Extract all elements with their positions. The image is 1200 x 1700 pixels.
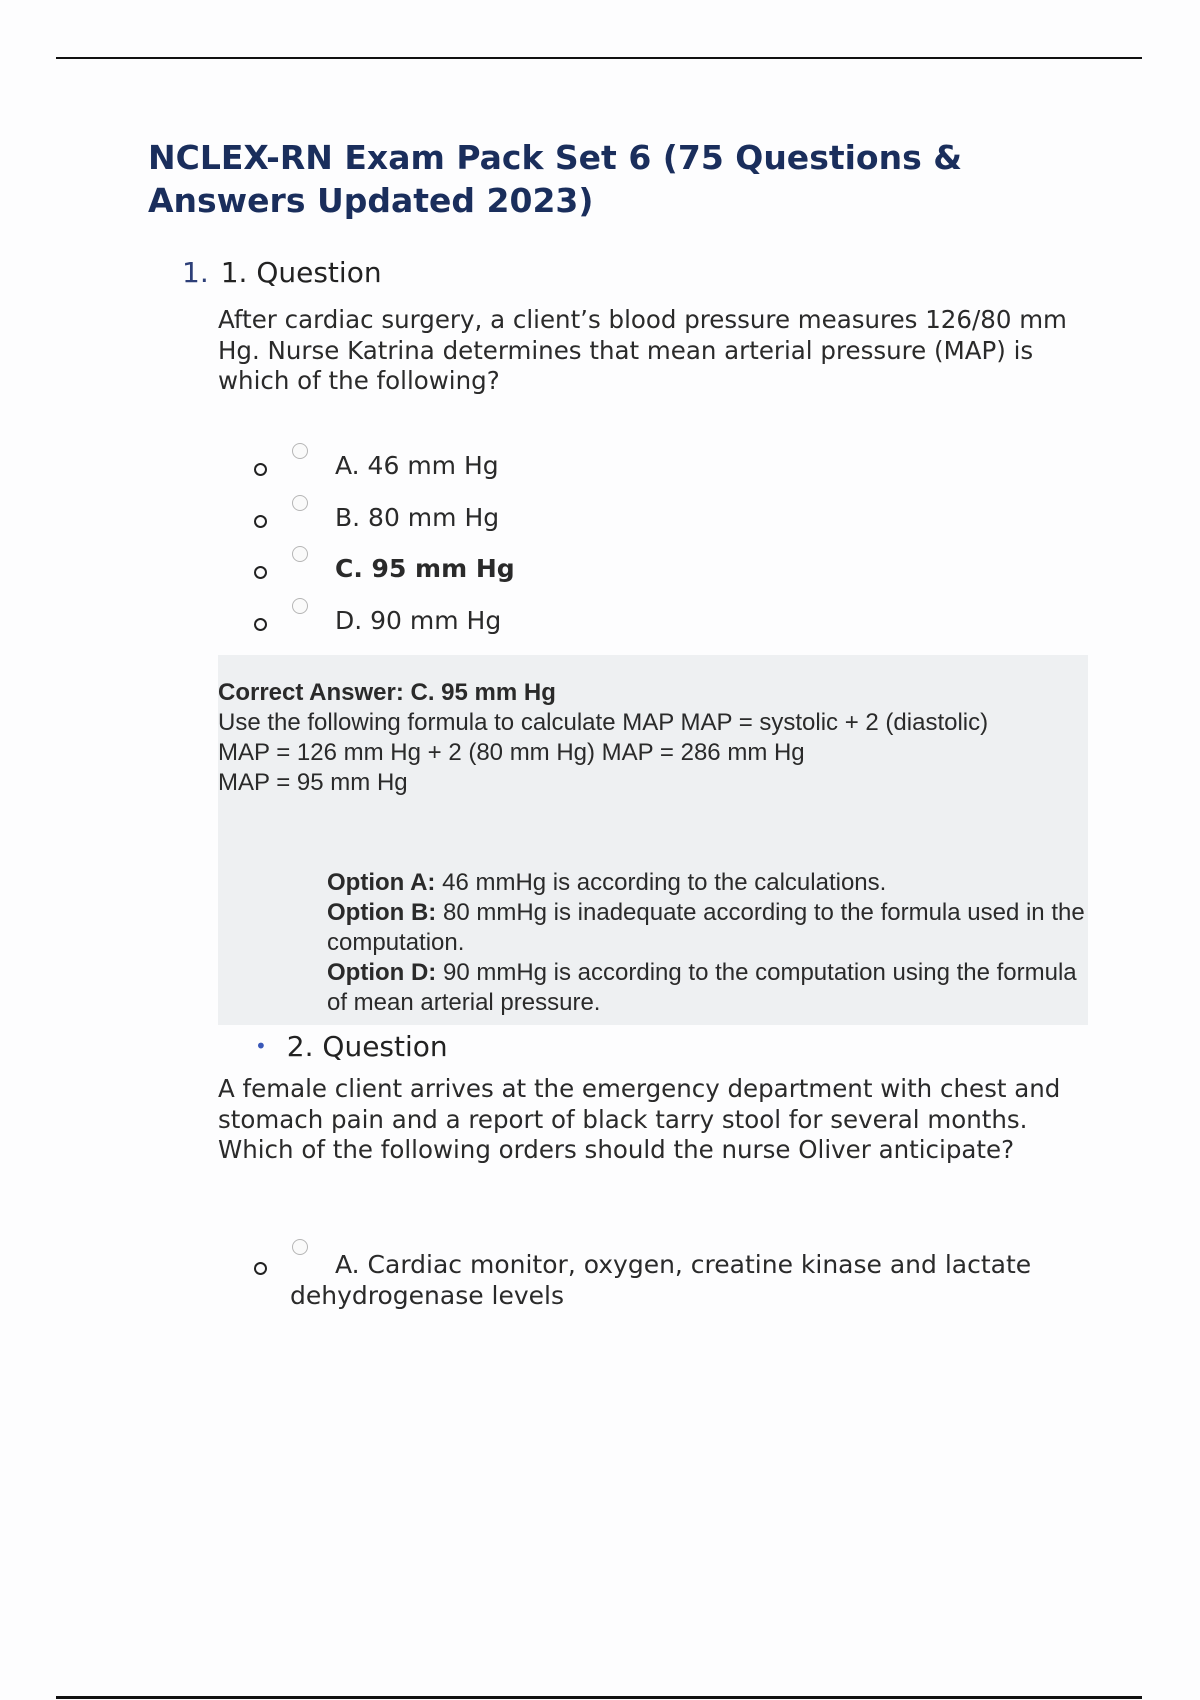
radio-button[interactable] [292,598,308,614]
option-a-label: A. 46 mm Hg [335,451,499,480]
question-1-text: After cardiac surgery, a client’s blood pressure measures 126/80 mm Hg. Nurse Katrina determines that mean arterial pressure (MAP) is which of the following? [218,305,1067,395]
explanation-b [327,898,1095,958]
question-2-heading [255,1030,448,1066]
list-number: 1. [182,256,209,289]
option-d-label: D. 90 mm Hg [335,606,502,635]
formula-line: Use the following formula to calculate MAP MAP = systolic + 2 (diastolic) [218,709,989,736]
question-1-title: 1. Question [220,256,382,289]
option-a[interactable] [0,443,1200,493]
document-title: NCLEX-RN Exam Pack Set 6 (75 Questions & Answers Updated 2023) [148,138,962,220]
option-b[interactable] [0,495,1200,545]
top-rule [56,57,1142,59]
option-d[interactable] [0,598,1200,648]
radio-button[interactable] [292,546,308,562]
radio-button[interactable] [292,443,308,459]
list-bullet [254,618,267,631]
question-1-heading [182,256,382,290]
option-c[interactable] [0,546,1200,596]
explanation-prefix: Option B: [327,899,437,926]
explanation-prefix: Option D: [327,959,437,986]
formula-line: MAP = 95 mm Hg [218,769,408,796]
list-bullet [254,566,267,579]
list-bullet [254,1262,267,1275]
question-2-text: A female client arrives at the emergency department with chest and stomach pain and a report of black tarry stool for several months. Which of the following orders should the nurse Oliver anticipate? [218,1074,1061,1164]
formula-line: MAP = 126 mm Hg + 2 (80 mm Hg) MAP = 286 mm Hg [218,739,805,766]
correct-answer: Correct Answer: C. 95 mm Hg [218,679,556,706]
bottom-rule [56,1696,1142,1699]
option-c-label: C. 95 mm Hg [335,554,515,583]
radio-button[interactable] [292,495,308,511]
explanation-prefix: Option A: [327,869,436,896]
explanation-a [327,868,1095,898]
bullet-icon: • [255,1034,267,1058]
question-2-title: 2. Question [286,1030,448,1063]
q2-option-a-label: A. Cardiac monitor, oxygen, creatine kinase and lactate dehydrogenase levels [290,1250,1032,1310]
list-bullet [254,463,267,476]
explanation-text: 80 mmHg is inadequate according to the formula used in the computation. [327,899,1085,956]
option-b-label: B. 80 mm Hg [335,503,500,532]
list-bullet [254,515,267,528]
option-explanations [327,868,1095,1018]
answer-content [218,678,1088,798]
explanation-text: 90 mmHg is according to the computation using the formula of mean arterial pressure. [327,959,1077,1016]
explanation-text: 46 mmHg is according to the calculations. [435,869,887,896]
explanation-d [327,958,1095,1018]
